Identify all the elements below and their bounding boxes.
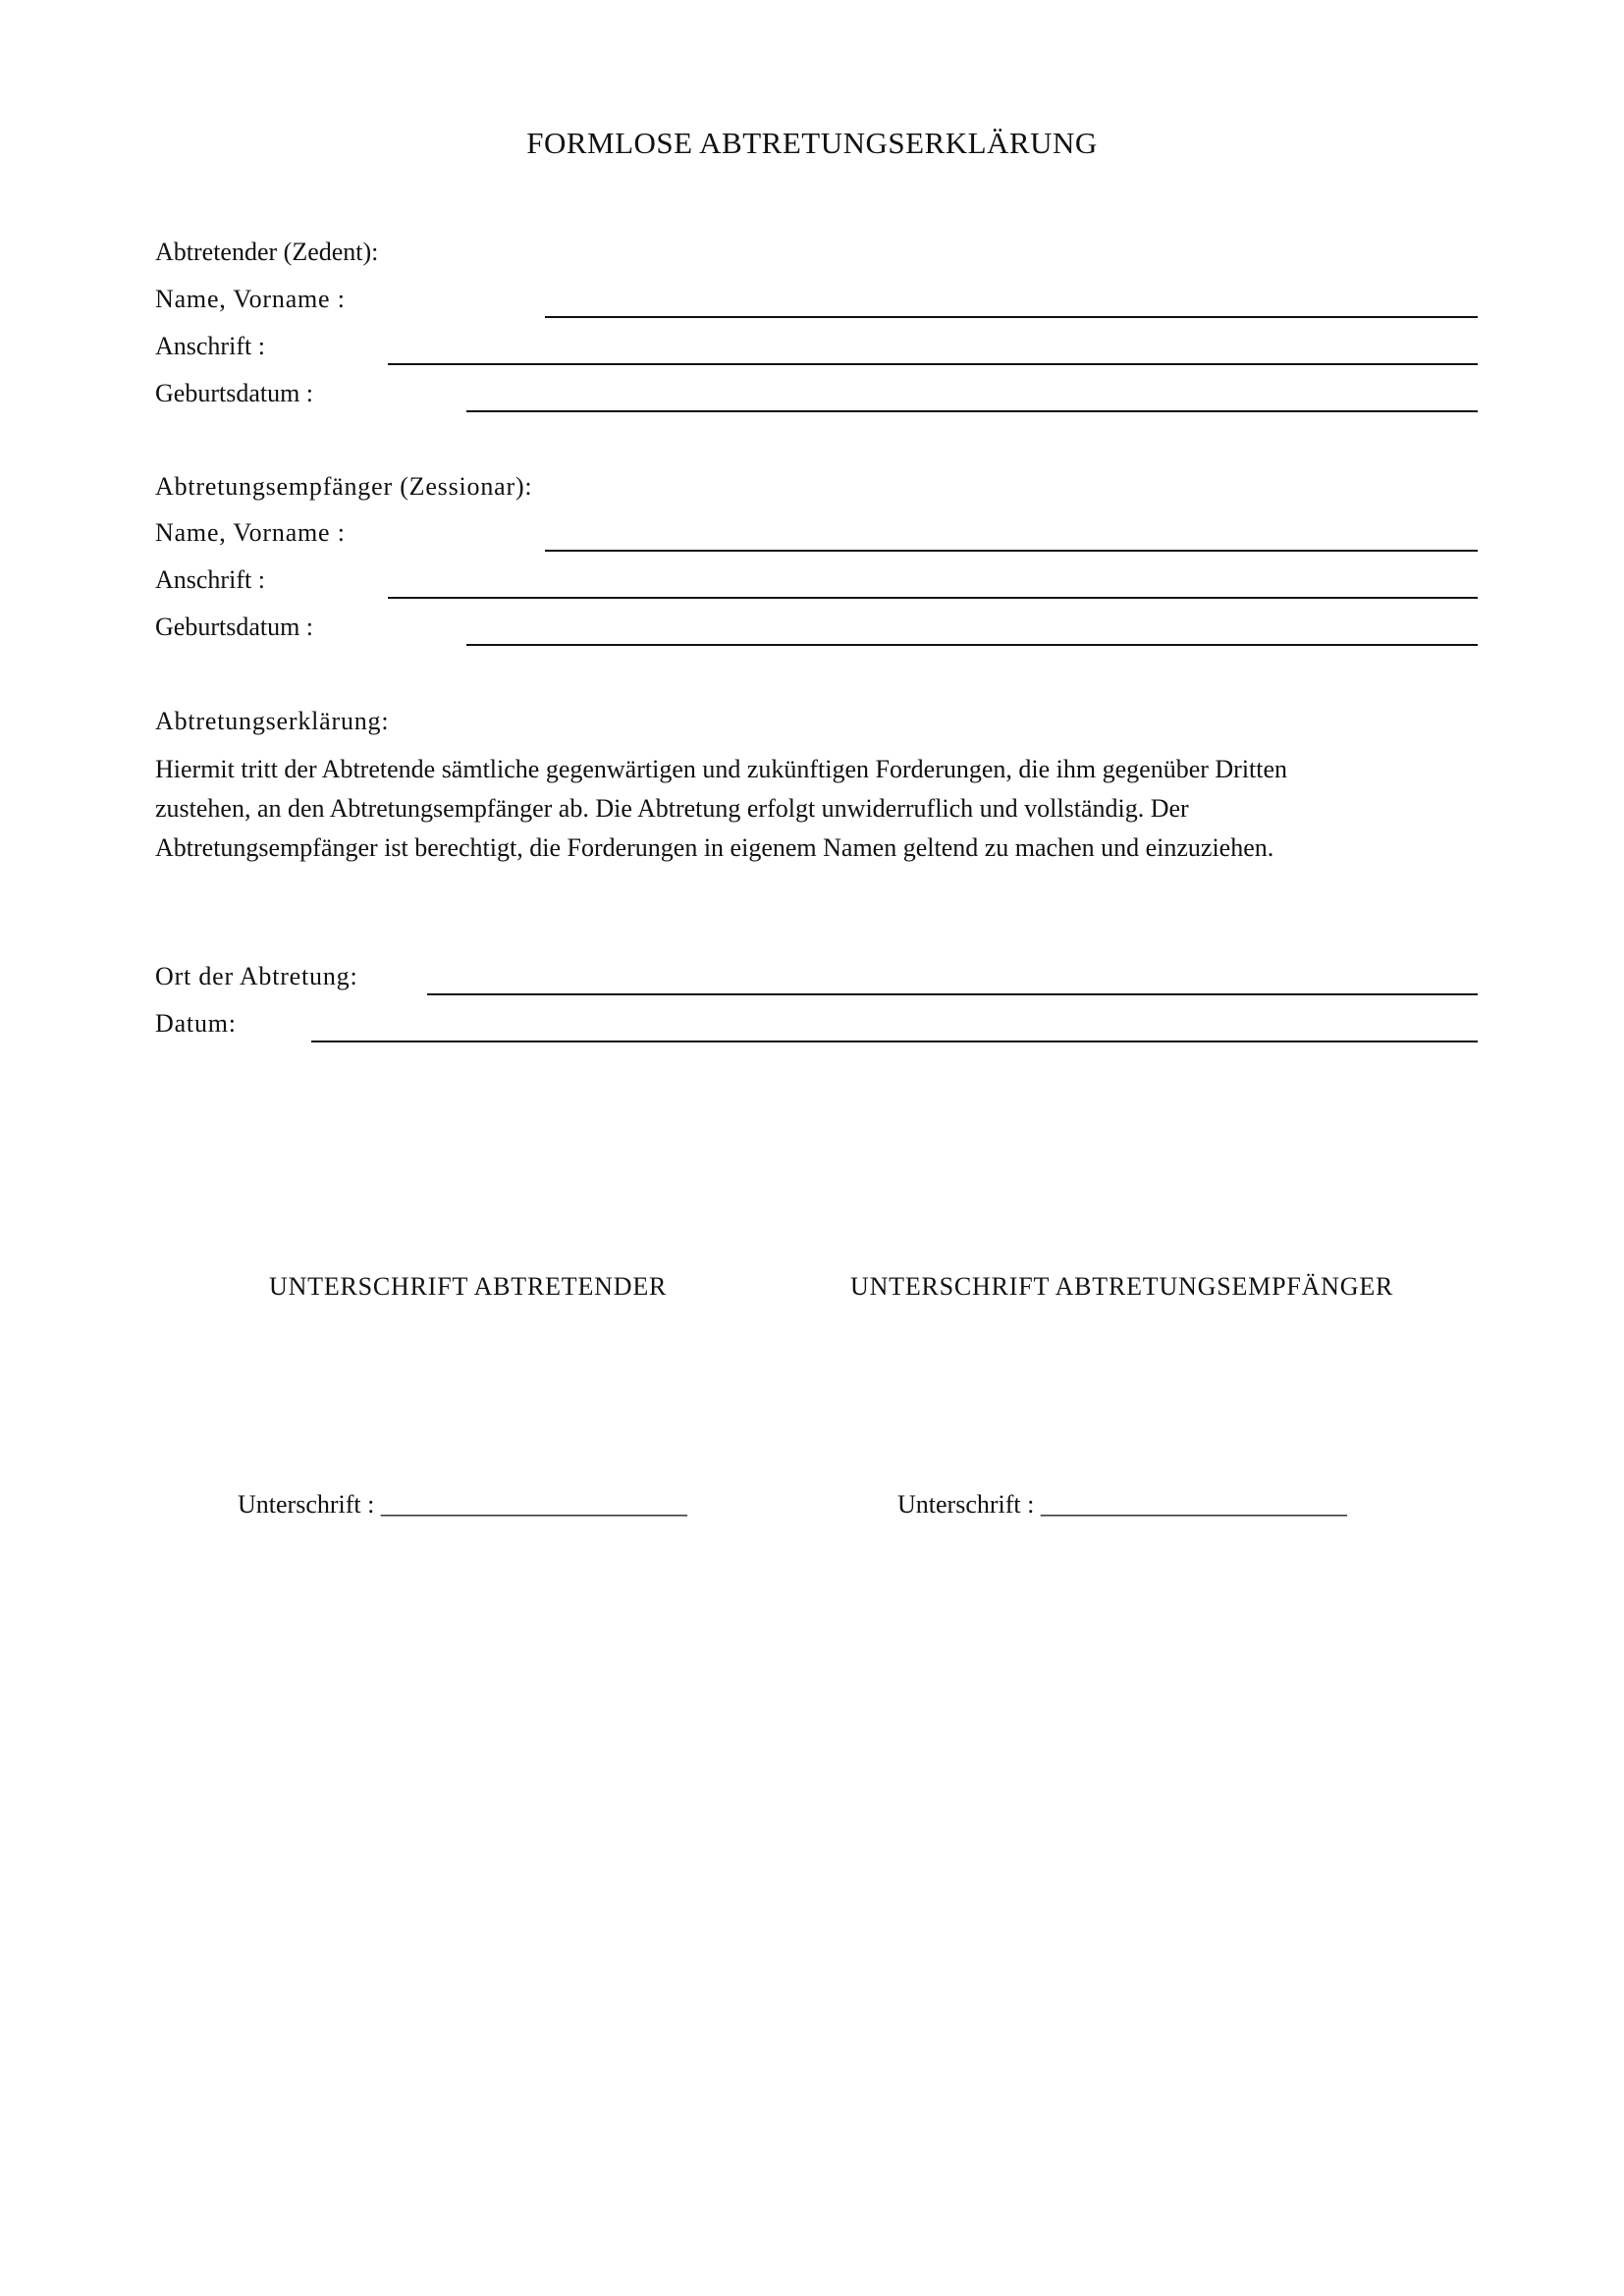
document-title: FORMLOSE ABTRETUNGSERKLÄRUNG	[526, 126, 1098, 160]
assignee-birthdate-field[interactable]	[466, 644, 1478, 646]
declaration-heading: Abtretungserklärung:	[155, 707, 390, 735]
declaration-line: Abtretungsempfänger ist berechtigt, die Forderungen in eigenem Namen geltend zu machen und einzuziehen.	[155, 833, 1274, 862]
assignor-signature-field[interactable]: Unterschrift : ________________________	[238, 1490, 687, 1519]
date-label: Datum:	[155, 1009, 237, 1038]
declaration-line: Hiermit tritt der Abtretende sämtliche gegenwärtigen und zukünftigen Forderungen, die ihm gegenüber Dritten	[155, 755, 1288, 783]
declaration-text	[155, 750, 1490, 868]
assignor-heading: Abtretender (Zedent):	[155, 238, 379, 266]
assignor-name-label: Name, Vorname :	[155, 285, 346, 313]
declaration-line: zustehen, an den Abtretungsempfänger ab. Die Abtretung erfolgt unwiderruflich und vollständig. Der	[155, 794, 1189, 823]
assignee-name-field[interactable]	[545, 550, 1478, 552]
assignee-name-label: Name, Vorname :	[155, 518, 346, 547]
place-field[interactable]	[427, 993, 1478, 995]
assignor-address-field[interactable]	[388, 363, 1478, 365]
assignor-name-field[interactable]	[545, 316, 1478, 318]
date-field[interactable]	[311, 1041, 1478, 1042]
assignee-address-label: Anschrift :	[155, 565, 265, 594]
assignee-birthdate-label: Geburtsdatum :	[155, 613, 314, 641]
assignor-birthdate-label: Geburtsdatum :	[155, 379, 314, 407]
assignor-address-label: Anschrift :	[155, 332, 265, 360]
assignee-heading: Abtretungsempfänger (Zessionar):	[155, 472, 533, 501]
assignor-birthdate-field[interactable]	[466, 410, 1478, 412]
assignee-address-field[interactable]	[388, 597, 1478, 599]
place-label: Ort der Abtretung:	[155, 962, 358, 990]
assignee-signature-field[interactable]: Unterschrift : ________________________	[897, 1490, 1347, 1519]
assignor-signature-heading: UNTERSCHRIFT ABTRETENDER	[269, 1272, 668, 1301]
assignee-signature-heading: UNTERSCHRIFT ABTRETUNGSEMPFÄNGER	[850, 1272, 1394, 1301]
